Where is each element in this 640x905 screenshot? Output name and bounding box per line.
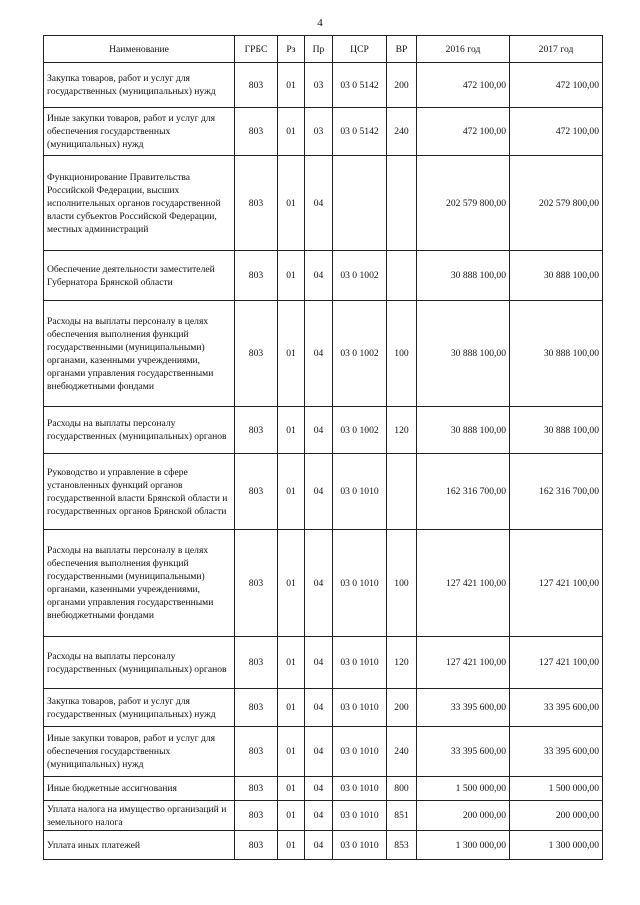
row-csr: 03 0 1010: [333, 530, 387, 637]
row-rz: 01: [278, 727, 305, 777]
row-vr: 200: [387, 63, 417, 108]
row-2017: 202 579 800,00: [510, 156, 603, 251]
header-name: Наименование: [44, 36, 235, 63]
table-row: [44, 251, 603, 301]
row-rz: 01: [278, 689, 305, 727]
header-vr: ВР: [387, 36, 417, 63]
row-name: Обеспечение деятельности заместителей Губернатора Брянской области: [44, 251, 235, 301]
row-rz: 01: [278, 454, 305, 530]
row-2017: 127 421 100,00: [510, 530, 603, 637]
row-name: Руководство и управление в сфере установленных функций органов государственной власти Брянской области и государственных органов Брянской области: [44, 454, 235, 530]
table-row: [44, 301, 603, 407]
table-row: [44, 454, 603, 530]
header-2016: 2016 год: [417, 36, 510, 63]
row-2017: 33 395 600,00: [510, 727, 603, 777]
row-name: Закупка товаров, работ и услуг для государственных (муниципальных) нужд: [44, 63, 235, 108]
row-rz: 01: [278, 108, 305, 156]
table-row: [44, 530, 603, 637]
row-2017: 162 316 700,00: [510, 454, 603, 530]
row-2016: 472 100,00: [417, 63, 510, 108]
row-2016: 33 395 600,00: [417, 727, 510, 777]
row-csr: 03 0 1002: [333, 407, 387, 454]
row-2017: 30 888 100,00: [510, 301, 603, 407]
row-name: Расходы на выплаты персоналу государственных (муниципальных) органов: [44, 407, 235, 454]
row-name: Функционирование Правительства Российской Федерации, высших исполнительных органов государственной власти субъектов Российской Федерации, местных администраций: [44, 156, 235, 251]
row-csr: 03 0 1002: [333, 301, 387, 407]
row-csr: 03 0 1010: [333, 801, 387, 831]
row-2016: 162 316 700,00: [417, 454, 510, 530]
row-vr: 240: [387, 727, 417, 777]
row-rz: 01: [278, 156, 305, 251]
row-rz: 01: [278, 251, 305, 301]
row-csr: [333, 156, 387, 251]
row-pr: 04: [305, 251, 333, 301]
row-2016: 200 000,00: [417, 801, 510, 831]
row-vr: 100: [387, 301, 417, 407]
row-csr: 03 0 1010: [333, 831, 387, 860]
header-pr: Пр: [305, 36, 333, 63]
row-csr: 03 0 1010: [333, 689, 387, 727]
row-2016: 33 395 600,00: [417, 689, 510, 727]
row-2017: 1 500 000,00: [510, 777, 603, 801]
row-grbs: 803: [235, 831, 278, 860]
row-rz: 01: [278, 407, 305, 454]
page-number: 4: [317, 17, 323, 29]
row-2016: 127 421 100,00: [417, 530, 510, 637]
row-grbs: 803: [235, 251, 278, 301]
row-2017: 33 395 600,00: [510, 689, 603, 727]
row-2016: 1 500 000,00: [417, 777, 510, 801]
row-grbs: 803: [235, 156, 278, 251]
table-row: [44, 156, 603, 251]
row-rz: 01: [278, 530, 305, 637]
header-2017: 2017 год: [510, 36, 603, 63]
header-rz: Рз: [278, 36, 305, 63]
row-name: Расходы на выплаты персоналу в целях обеспечения выполнения функций государственными (муниципальными) органами, казенными учреждениями, органами управления государственными внебюджетными фондами: [44, 301, 235, 407]
row-pr: 04: [305, 454, 333, 530]
row-2016: 1 300 000,00: [417, 831, 510, 860]
row-grbs: 803: [235, 63, 278, 108]
row-csr: 03 0 1010: [333, 777, 387, 801]
row-pr: 03: [305, 63, 333, 108]
row-2017: 200 000,00: [510, 801, 603, 831]
row-rz: 01: [278, 637, 305, 689]
header-csr: ЦСР: [333, 36, 387, 63]
row-name: Закупка товаров, работ и услуг для государственных (муниципальных) нужд: [44, 689, 235, 727]
row-grbs: 803: [235, 637, 278, 689]
row-rz: 01: [278, 63, 305, 108]
row-pr: 04: [305, 530, 333, 637]
row-rz: 01: [278, 831, 305, 860]
header-grbs: ГРБС: [235, 36, 278, 63]
row-grbs: 803: [235, 407, 278, 454]
table-row: [44, 689, 603, 727]
row-rz: 01: [278, 301, 305, 407]
row-2017: 1 300 000,00: [510, 831, 603, 860]
row-2017: 472 100,00: [510, 108, 603, 156]
header-row: [44, 36, 603, 63]
row-2016: 30 888 100,00: [417, 301, 510, 407]
row-pr: 04: [305, 301, 333, 407]
row-pr: 04: [305, 637, 333, 689]
row-grbs: 803: [235, 301, 278, 407]
row-vr: 120: [387, 407, 417, 454]
row-pr: 04: [305, 801, 333, 831]
table-row: [44, 801, 603, 831]
row-grbs: 803: [235, 727, 278, 777]
row-grbs: 803: [235, 454, 278, 530]
row-csr: 03 0 1010: [333, 454, 387, 530]
row-2016: 127 421 100,00: [417, 637, 510, 689]
table-row: [44, 407, 603, 454]
row-vr: [387, 156, 417, 251]
row-name: Иные закупки товаров, работ и услуг для обеспечения государственных (муниципальных) нужд: [44, 108, 235, 156]
row-csr: 03 0 1010: [333, 637, 387, 689]
row-pr: 04: [305, 689, 333, 727]
row-csr: 03 0 1010: [333, 727, 387, 777]
row-2016: 472 100,00: [417, 108, 510, 156]
row-2017: 30 888 100,00: [510, 251, 603, 301]
row-pr: 04: [305, 727, 333, 777]
table-row: [44, 63, 603, 108]
row-grbs: 803: [235, 108, 278, 156]
row-vr: 100: [387, 530, 417, 637]
row-vr: 851: [387, 801, 417, 831]
row-vr: [387, 454, 417, 530]
row-pr: 04: [305, 156, 333, 251]
row-pr: 04: [305, 777, 333, 801]
row-2016: 30 888 100,00: [417, 407, 510, 454]
row-vr: 200: [387, 689, 417, 727]
row-rz: 01: [278, 777, 305, 801]
row-grbs: 803: [235, 777, 278, 801]
row-name: Расходы на выплаты персоналу в целях обеспечения выполнения функций государственными (муниципальными) органами, казенными учреждениями, органами управления государственными внебюджетными фондами: [44, 530, 235, 637]
row-name: Иные бюджетные ассигнования: [44, 777, 235, 801]
table-row: [44, 108, 603, 156]
table-row: [44, 777, 603, 801]
row-grbs: 803: [235, 801, 278, 831]
row-2017: 472 100,00: [510, 63, 603, 108]
row-vr: 240: [387, 108, 417, 156]
row-2016: 30 888 100,00: [417, 251, 510, 301]
row-vr: 800: [387, 777, 417, 801]
row-grbs: 803: [235, 530, 278, 637]
row-vr: [387, 251, 417, 301]
row-vr: 853: [387, 831, 417, 860]
row-pr: 04: [305, 407, 333, 454]
row-name: Уплата налога на имущество организаций и земельного налога: [44, 801, 235, 831]
row-pr: 04: [305, 831, 333, 860]
row-2017: 127 421 100,00: [510, 637, 603, 689]
row-2016: 202 579 800,00: [417, 156, 510, 251]
row-csr: 03 0 5142: [333, 108, 387, 156]
row-grbs: 803: [235, 689, 278, 727]
table-row: [44, 831, 603, 860]
budget-table: [43, 35, 603, 860]
table-row: [44, 727, 603, 777]
row-csr: 03 0 1002: [333, 251, 387, 301]
row-pr: 03: [305, 108, 333, 156]
row-vr: 120: [387, 637, 417, 689]
table-row: [44, 637, 603, 689]
row-rz: 01: [278, 801, 305, 831]
row-csr: 03 0 5142: [333, 63, 387, 108]
row-name: Уплата иных платежей: [44, 831, 235, 860]
row-name: Иные закупки товаров, работ и услуг для обеспечения государственных (муниципальных) нужд: [44, 727, 235, 777]
row-name: Расходы на выплаты персоналу государственных (муниципальных) органов: [44, 637, 235, 689]
row-2017: 30 888 100,00: [510, 407, 603, 454]
